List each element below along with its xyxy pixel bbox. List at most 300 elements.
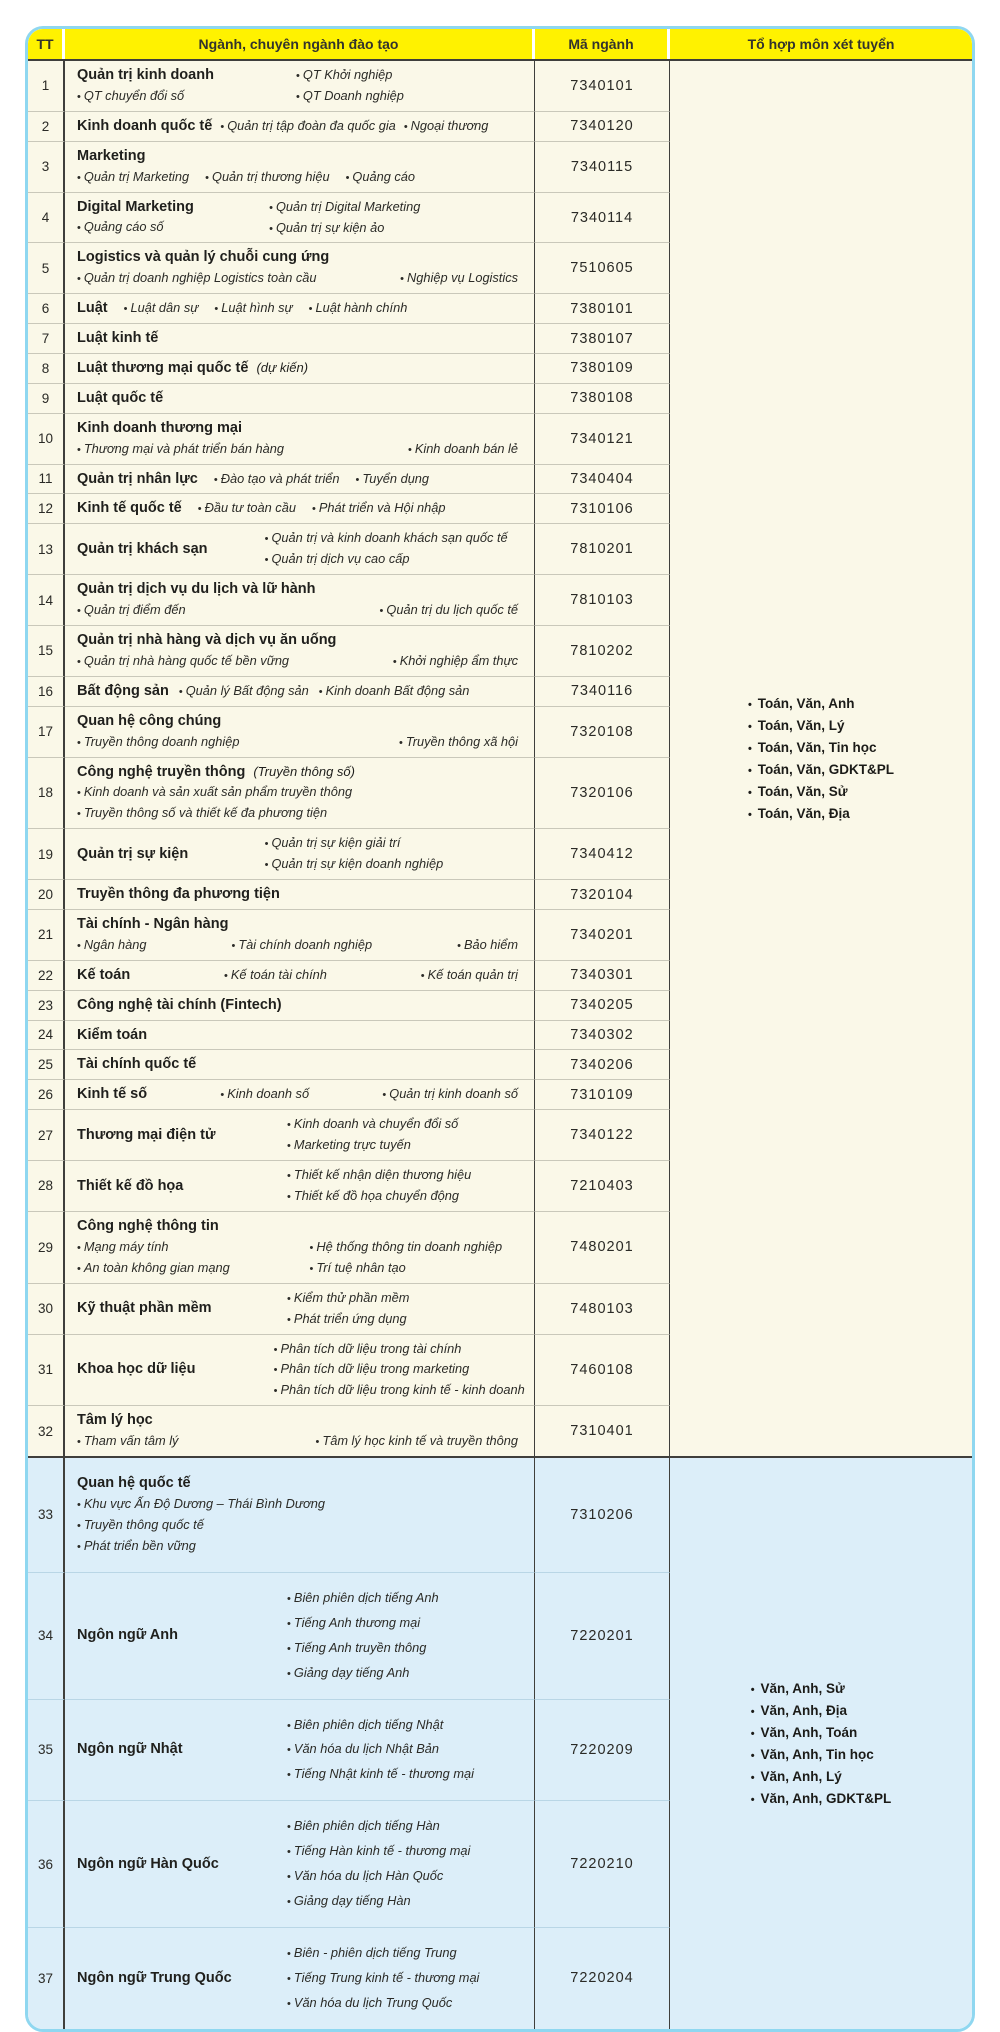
major-bullet: • Kinh doanh và chuyển đổi số: [287, 1116, 459, 1132]
row-number-cell: 3: [28, 142, 65, 193]
combo-list: [748, 696, 894, 821]
row-number-cell: 4: [28, 193, 65, 244]
bullet-dot: •: [264, 859, 269, 872]
combo-cell: [670, 61, 972, 1456]
major-line: [77, 966, 526, 985]
bullet-dot: •: [747, 787, 752, 800]
major-line: [77, 1474, 526, 1493]
major-bullet: • Phát triển và Hội nhập: [311, 500, 446, 516]
code-cell: 7480103: [535, 1284, 670, 1335]
row-number-cell: 11: [28, 465, 65, 495]
major-title: Kế toán: [77, 966, 131, 983]
bullet-dot: •: [123, 303, 128, 316]
code-cell: 7210403: [535, 1161, 670, 1212]
major-cell: [65, 494, 535, 524]
combo-list: [751, 1681, 892, 1806]
combo-item: • Văn, Anh, Sử: [750, 1680, 845, 1696]
major-col-right: [287, 1589, 526, 1683]
bullet-dot: •: [311, 503, 316, 516]
major-bullet: • Phát triển ứng dụng: [287, 1310, 407, 1326]
bullet-dot: •: [205, 171, 209, 184]
major-line: [77, 117, 526, 136]
row-number-cell: 30: [28, 1284, 65, 1335]
major-line: [77, 763, 526, 782]
major-line: [77, 783, 526, 802]
bullet-dot: •: [213, 473, 218, 486]
code-cell: 7340115: [535, 142, 670, 193]
major-bullet: • Văn hóa du lịch Hàn Quốc: [287, 1868, 444, 1884]
bullet-dot: •: [315, 1436, 320, 1449]
bullet-dot: •: [287, 1871, 291, 1884]
bullet-dot: •: [77, 273, 81, 286]
major-bullet: • Tuyển dụng: [355, 470, 430, 486]
major-line: [77, 996, 526, 1015]
major-line: [77, 440, 526, 459]
major-cell: [65, 758, 535, 830]
major-col-right: [287, 1115, 526, 1155]
combo-item: • Văn, Anh, Toán: [750, 1724, 858, 1740]
major-bullet: • Truyền thông doanh nghiệp: [77, 733, 240, 749]
header-tt: TT: [28, 29, 65, 59]
bullet-dot: •: [750, 1727, 755, 1740]
major-title: Quản trị kinh doanh: [77, 67, 214, 83]
row-number-cell: 15: [28, 626, 65, 677]
major-bullet: • Khu vực Ấn Độ Dương – Thái Bình Dương: [77, 1495, 325, 1511]
combo-cell: [670, 1458, 972, 2029]
major-columns: [77, 66, 526, 106]
bullet-dot: •: [77, 808, 81, 821]
bullet-dot: •: [309, 1262, 314, 1275]
bullet-dot: •: [750, 1749, 755, 1762]
major-bullet: • Tiếng Anh truyền thông: [287, 1639, 427, 1655]
bullet-dot: •: [77, 736, 81, 749]
major-title: Bất động sản: [77, 682, 169, 699]
major-line: [77, 1026, 526, 1045]
major-columns: [77, 1817, 526, 1911]
major-title: Thiết kế đồ họa: [77, 1177, 184, 1194]
major-bullet: • Quản trị sự kiện giải trí: [264, 835, 401, 851]
major-title: Kỹ thuật phần mềm: [77, 1300, 212, 1317]
major-bullet: • Tài chính doanh nghiệp: [231, 936, 373, 952]
bullet-dot: •: [287, 1140, 291, 1153]
code-cell: 7320106: [535, 758, 670, 830]
code-cell: 7220209: [535, 1700, 670, 1802]
bullet-dot: •: [287, 1119, 291, 1132]
bullet-dot: •: [287, 1313, 291, 1326]
major-columns: [77, 1289, 526, 1329]
bullet-dot: •: [269, 222, 273, 235]
bullet-dot: •: [747, 809, 752, 822]
major-line: [77, 419, 526, 438]
major-title: Luật: [77, 300, 108, 317]
major-bullet: • Nghiệp vụ Logistics: [400, 270, 518, 286]
bullet-dot: •: [220, 120, 225, 133]
bullet-dot: •: [457, 939, 461, 952]
major-cell: [65, 1406, 535, 1456]
major-title: Thương mại điện tử: [77, 1126, 216, 1143]
major-cell: [65, 1161, 535, 1212]
major-columns: [77, 529, 526, 569]
bullet-dot: •: [77, 1436, 81, 1449]
major-line: [77, 248, 526, 267]
code-cell: 7380109: [535, 354, 670, 384]
major-title: Quản trị sự kiện: [77, 845, 189, 862]
major-bullet: • An toàn không gian mạng: [77, 1259, 230, 1275]
bullet-dot: •: [287, 1769, 291, 1782]
bullet-dot: •: [382, 1089, 387, 1102]
major-cell: [65, 575, 535, 626]
major-cell: [65, 1080, 535, 1110]
row-number-cell: 9: [28, 384, 65, 414]
major-cell: [65, 626, 535, 677]
row-number-cell: 35: [28, 1700, 65, 1802]
major-col-right: [287, 1716, 526, 1785]
bullet-dot: •: [220, 1089, 225, 1102]
major-bullet: • Quảng cáo: [345, 168, 416, 184]
major-bullet: • Thương mại và phát triển bán hàng: [77, 440, 284, 456]
bullet-dot: •: [77, 443, 81, 456]
code-cell: 7310109: [535, 1080, 670, 1110]
major-cell: [65, 677, 535, 707]
bullet-dot: •: [379, 605, 384, 618]
major-columns: [77, 1944, 526, 2013]
row-number-cell: 25: [28, 1050, 65, 1080]
bullet-dot: •: [264, 533, 269, 546]
major-line: [77, 470, 526, 489]
code-cell: 7340122: [535, 1110, 670, 1161]
major-bullet: • Biên phiên dịch tiếng Nhật: [287, 1716, 444, 1732]
code-cell: 7310206: [535, 1458, 670, 1573]
major-bullet: • Quản trị nhà hàng quốc tế bền vững: [77, 652, 290, 668]
row-number-cell: 29: [28, 1212, 65, 1284]
major-columns: [77, 1340, 526, 1401]
major-line: [77, 1516, 526, 1535]
major-line: [77, 147, 526, 166]
major-bullet: • Quản trị và kinh doanh khách sạn quốc tế: [264, 530, 508, 546]
bullet-dot: •: [273, 1343, 278, 1356]
major-line: [77, 682, 526, 701]
major-col-left: [77, 1589, 279, 1683]
major-line: [77, 1085, 526, 1104]
combo-item: • Toán, Văn, GDKT&PL: [747, 762, 895, 778]
row-number-cell: 31: [28, 1335, 65, 1407]
major-bullet: • Biên - phiên dịch tiếng Trung: [287, 1945, 457, 1961]
bullet-dot: •: [407, 443, 412, 456]
major-col-left: [77, 198, 261, 238]
code-cell: 7380101: [535, 294, 670, 324]
major-cell: [65, 991, 535, 1021]
major-title: Marketing: [77, 147, 146, 164]
major-title: Kinh doanh quốc tế: [77, 117, 213, 134]
major-bullet: • Trí tuệ nhân tạo: [309, 1259, 406, 1275]
row-number-cell: 37: [28, 1928, 65, 2029]
major-note: (dự kiến): [256, 360, 309, 376]
bullet-dot: •: [178, 685, 183, 698]
major-line: [77, 1217, 526, 1236]
code-cell: 7340121: [535, 414, 670, 465]
major-bullet: • Tâm lý học kinh tế và truyền thông: [315, 1433, 518, 1449]
major-col-right: [287, 1817, 526, 1911]
code-cell: 7340206: [535, 1050, 670, 1080]
major-title: Kinh tế quốc tế: [77, 500, 182, 517]
row-number-cell: 16: [28, 677, 65, 707]
major-bullet: • Tiếng Anh thương mại: [287, 1614, 421, 1630]
code-cell: 7340302: [535, 1021, 670, 1051]
combo-item: • Văn, Anh, Tin học: [750, 1746, 874, 1762]
major-bullet: • Quản trị Marketing: [77, 168, 190, 184]
bullet-dot: •: [287, 1719, 291, 1732]
major-bullet: • Quản trị thương hiệu: [205, 168, 330, 184]
bullet-dot: •: [296, 70, 300, 82]
major-title: Quản trị nhân lực: [77, 470, 198, 487]
major-cell: [65, 324, 535, 354]
major-col-left: [77, 1238, 302, 1278]
major-col-right: [310, 1238, 527, 1278]
major-bullet: • QT Doanh nghiệp: [296, 87, 404, 103]
major-title: Khoa học dữ liệu: [77, 1361, 196, 1378]
major-cell: [65, 910, 535, 961]
major-line: [77, 885, 526, 904]
major-title: Ngôn ngữ Nhật: [77, 1741, 183, 1758]
major-col-left: [77, 1817, 279, 1911]
code-cell: 7340404: [535, 465, 670, 495]
code-cell: 7810103: [535, 575, 670, 626]
bullet-dot: •: [287, 1170, 291, 1183]
major-bullet: • Văn hóa du lịch Trung Quốc: [287, 1994, 453, 2010]
major-bullet: • Tham vấn tâm lý: [77, 1433, 179, 1449]
major-cell: [65, 1212, 535, 1284]
bullet-dot: •: [77, 1262, 81, 1275]
major-bullet: • Ngân hàng: [77, 936, 147, 952]
code-cell: 7480201: [535, 1212, 670, 1284]
row-number-cell: 19: [28, 829, 65, 880]
code-cell: 7310401: [535, 1406, 670, 1456]
major-title: Tâm lý học: [77, 1412, 153, 1429]
major-cell: [65, 1021, 535, 1051]
row-number-cell: 23: [28, 991, 65, 1021]
bullet-dot: •: [747, 743, 752, 756]
major-title: Ngôn ngữ Anh: [77, 1627, 178, 1644]
code-cell: 7340205: [535, 991, 670, 1021]
major-cell: [65, 524, 535, 575]
major-title: Công nghệ tài chính (Fintech): [77, 996, 282, 1013]
major-line: [77, 1055, 526, 1074]
bullet-dot: •: [287, 1667, 291, 1680]
bullet-dot: •: [287, 1592, 291, 1605]
major-bullet: • Kiểm thử phần mềm: [287, 1289, 410, 1305]
code-cell: 7320108: [535, 707, 670, 758]
major-bullet: • Phân tích dữ liệu trong marketing: [273, 1361, 470, 1377]
bullet-dot: •: [318, 685, 323, 698]
bullet-dot: •: [77, 939, 81, 952]
bullet-dot: •: [264, 554, 269, 567]
bullet-dot: •: [747, 765, 752, 778]
major-bullet: • Kinh doanh số: [220, 1086, 310, 1102]
bullet-dot: •: [77, 787, 81, 800]
major-col-right: [296, 66, 526, 106]
major-line: [77, 1537, 526, 1556]
major-line: [77, 652, 526, 671]
bullet-dot: •: [77, 90, 81, 103]
major-bullet: • Quản trị tập đoàn đa quốc gia: [220, 117, 396, 133]
bullet-dot: •: [747, 699, 752, 712]
major-bullet: • Truyền thông số và thiết kế đa phương tiện: [77, 805, 328, 821]
row-number-cell: 2: [28, 112, 65, 142]
major-title: Luật thương mại quốc tế: [77, 360, 249, 377]
row-number-cell: 18: [28, 758, 65, 830]
major-bullet: • Giảng dạy tiếng Anh: [287, 1664, 410, 1680]
bullet-dot: •: [197, 503, 202, 516]
row-number-cell: 22: [28, 961, 65, 991]
major-cell: [65, 961, 535, 991]
major-bullet: • Kinh doanh Bất động sản: [318, 682, 470, 698]
major-title: Kinh tế số: [77, 1086, 148, 1103]
major-line: [77, 631, 526, 650]
major-line: [77, 1411, 526, 1430]
row-number-cell: 21: [28, 910, 65, 961]
major-columns: [77, 1716, 526, 1785]
bullet-dot: •: [287, 1190, 291, 1203]
bullet-dot: •: [400, 273, 405, 286]
code-cell: 7810201: [535, 524, 670, 575]
major-bullet: • Quảng cáo số: [77, 219, 164, 235]
bullet-dot: •: [77, 605, 81, 618]
major-line: [77, 915, 526, 934]
major-bullet: • Tiếng Trung kinh tế - thương mại: [287, 1970, 480, 1985]
major-cell: [65, 112, 535, 142]
major-line: [77, 299, 526, 318]
major-cell: [65, 1110, 535, 1161]
header-code: Mã ngành: [535, 29, 670, 59]
row-number-cell: 13: [28, 524, 65, 575]
bullet-dot: •: [269, 201, 273, 214]
major-title: Kinh doanh thương mại: [77, 419, 242, 436]
bullet-dot: •: [750, 1705, 755, 1718]
code-cell: 7340412: [535, 829, 670, 880]
major-cell: [65, 1573, 535, 1700]
major-line: [77, 1495, 526, 1514]
bullet-dot: •: [77, 222, 81, 235]
header-combo: Tổ hợp môn xét tuyển: [670, 29, 972, 59]
major-col-right: [287, 1166, 526, 1206]
major-columns: [77, 198, 526, 238]
major-cell: [65, 384, 535, 414]
major-col-left: [77, 529, 257, 569]
code-cell: 7380107: [535, 324, 670, 354]
major-bullet: • Quản trị sự kiện ảo: [269, 219, 385, 235]
major-cell: [65, 142, 535, 193]
bullet-dot: •: [273, 1364, 278, 1377]
row-number-cell: 14: [28, 575, 65, 626]
bullet-dot: •: [231, 939, 236, 952]
major-cell: [65, 1335, 535, 1407]
bullet-dot: •: [273, 1385, 278, 1398]
major-title: Quan hệ quốc tế: [77, 1475, 191, 1492]
major-cell: [65, 1928, 535, 2029]
bullet-dot: •: [392, 655, 397, 668]
code-cell: 7220210: [535, 1801, 670, 1928]
row-number-cell: 32: [28, 1406, 65, 1456]
major-col-right: [265, 834, 526, 874]
major-bullet: • Văn hóa du lịch Nhật Bản: [287, 1741, 440, 1757]
bullet-dot: •: [77, 1498, 81, 1511]
combo-item: • Toán, Văn, Sử: [747, 784, 848, 800]
major-cell: [65, 1284, 535, 1335]
major-bullet: • Quản trị doanh nghiệp Logistics toàn cầu: [77, 270, 317, 286]
row-number-cell: 6: [28, 294, 65, 324]
major-title: Kiểm toán: [77, 1026, 148, 1043]
major-title: Tài chính quốc tế: [77, 1056, 197, 1073]
major-line: [77, 269, 526, 288]
major-line: [77, 168, 526, 187]
code-cell: 7340120: [535, 112, 670, 142]
major-line: [77, 389, 526, 408]
major-title: Ngôn ngữ Hàn Quốc: [77, 1855, 219, 1872]
major-col-left: [77, 1340, 266, 1401]
major-bullet: • QT chuyển đổi số: [77, 87, 185, 103]
major-bullet: • Kế toán tài chính: [224, 966, 327, 982]
major-cell: [65, 61, 535, 112]
bullet-dot: •: [287, 1948, 291, 1961]
row-number-cell: 33: [28, 1458, 65, 1573]
major-title: Quan hệ công chúng: [77, 712, 222, 729]
bullet-dot: •: [287, 1896, 291, 1909]
major-title: Tài chính - Ngân hàng: [77, 915, 229, 932]
row-number-cell: 36: [28, 1801, 65, 1928]
major-bullet: • Kinh doanh và sản xuất sản phẩm truyền thông: [77, 784, 353, 800]
row-number-cell: 24: [28, 1021, 65, 1051]
major-title: Quản trị dịch vụ du lịch và lữ hành: [77, 581, 316, 598]
bullet-dot: •: [287, 1292, 291, 1305]
major-bullet: • Khởi nghiệp ẩm thực: [392, 652, 518, 668]
combo-item: • Toán, Văn, Tin học: [747, 740, 877, 756]
bullet-dot: •: [214, 303, 219, 316]
major-bullet: • Truyền thông xã hội: [398, 733, 518, 749]
bullet-dot: •: [287, 1846, 291, 1859]
major-bullet: • Đào tạo và phát triển: [213, 470, 340, 486]
table-body: [28, 61, 972, 2029]
bullet-dot: •: [750, 1683, 755, 1696]
major-col-left: [77, 1115, 279, 1155]
major-title: Công nghệ thông tin: [77, 1217, 219, 1234]
major-cell: [65, 414, 535, 465]
major-col-right: [287, 1944, 526, 2013]
code-cell: 7340301: [535, 961, 670, 991]
bullet-dot: •: [77, 655, 81, 668]
table-section-sec1: [28, 61, 972, 1456]
bullet-dot: •: [345, 171, 350, 184]
row-number-cell: 8: [28, 354, 65, 384]
major-col-left: [77, 1716, 279, 1785]
major-bullet: • Thiết kế nhận diện thương hiệu: [287, 1167, 472, 1183]
row-number-cell: 1: [28, 61, 65, 112]
major-bullet: • Đầu tư toàn cầu: [197, 500, 296, 516]
major-bullet: • Bảo hiểm: [457, 936, 518, 952]
major-bullet: • Luật dân sự: [123, 300, 199, 316]
major-cell: [65, 1801, 535, 1928]
major-bullet: • Mạng máy tính: [77, 1238, 169, 1254]
major-bullet: • Kế toán quản trị: [420, 966, 518, 982]
bullet-dot: •: [287, 1821, 291, 1834]
major-columns: [77, 1166, 526, 1206]
row-number-cell: 5: [28, 243, 65, 294]
major-title: Logistics và quản lý chuỗi cung ứng: [77, 249, 330, 266]
major-line: [77, 936, 526, 955]
combo-item: • Văn, Anh, Lý: [750, 1768, 842, 1784]
bullet-dot: •: [287, 1617, 291, 1630]
major-bullet: • Hệ thống thông tin doanh nghiệp: [309, 1238, 503, 1254]
major-line: [77, 580, 526, 599]
